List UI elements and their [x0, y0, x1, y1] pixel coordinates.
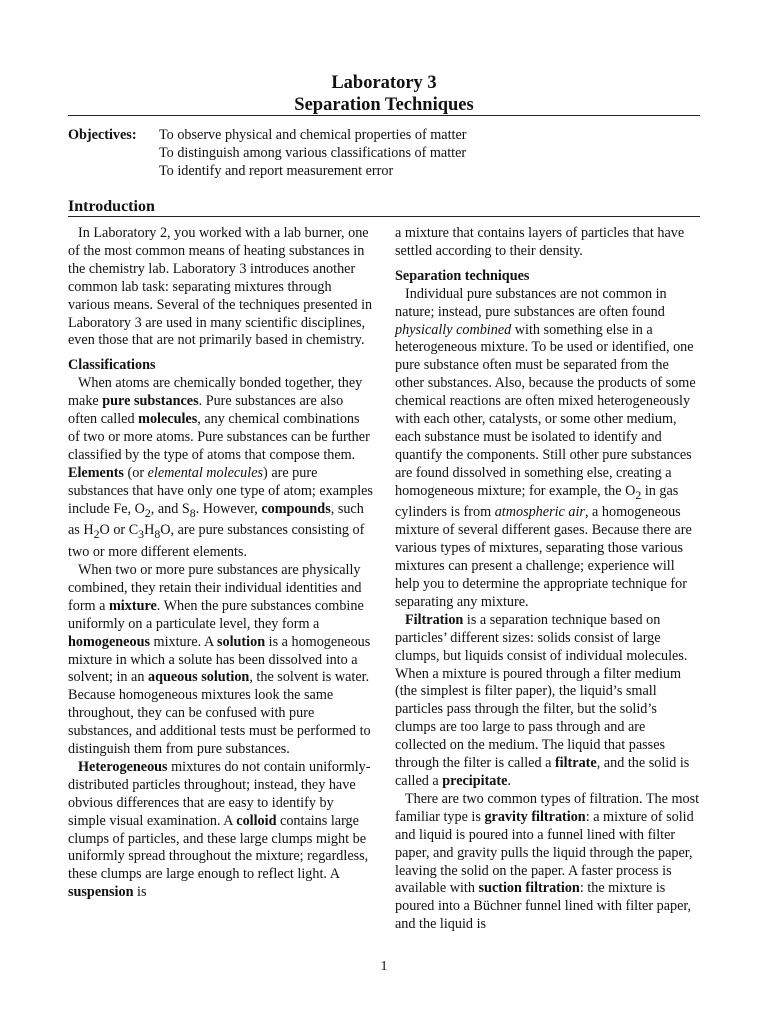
section-heading-introduction: Introduction: [68, 198, 155, 215]
classifications-paragraph-3: Heterogeneous mixtures do not contain uniformly-distributed particles throughout; instead, they have obvious differences that are easy to identify by simple visual examination. A colloid contains large clumps of particles, and these large clumps might be uniformly spread throughout the mixture; regardless, these clumps are large enough to reflect light. A suspension is: [68, 758, 371, 901]
lab-subject-title: Separation Techniques: [294, 95, 474, 115]
page-number: 1: [380, 959, 388, 974]
filtration-types-paragraph: There are two common types of filtration. The most familiar type is gravity filtration: a mixture of solid and liquid is poured into a funnel lined with filter paper, and gravity pulls the liquid through the paper, leaving the solid on the paper. A faster process is available with suction filtration: the mixture is poured into a Büchner funnel lined with filter paper, and the liquid is: [395, 790, 700, 933]
lab-number-title: Laboratory 3: [331, 73, 437, 93]
objective-item: To identify and report measurement error: [159, 163, 394, 179]
separation-techniques-heading: Separation techniques: [395, 267, 530, 284]
section-divider: [68, 216, 700, 217]
objective-item: To observe physical and chemical properties of matter: [159, 127, 467, 143]
separation-paragraph-1: Individual pure substances are not common in nature; instead, pure substances are often found physically combined with something else in a heterogeneous mixture. To be used or identified, one pure substance often must be separated from the other substances. Also, because the products of some chemical reactions are often mixed heterogeneously with each other, catalysts, or some other medium, each substance must be isolated to identify and quantify the components. Still other pure substances are found dissolved in something else, creating a homogeneous mixture; for example, the $O_2$ in gas cylinders is from atmospheric air, a homogeneous mixture of several different gases. Because there are various types of mixtures, separating those various mixtures can present a challenge; experience will help you to determine the appropriate technique for separating any mixture.: [395, 285, 696, 610]
objective-item: To distinguish among various classifications of matter: [159, 145, 467, 161]
classifications-heading: Classifications: [68, 357, 156, 374]
objectives-list: [159, 126, 466, 180]
intro-paragraph: In Laboratory 2, you worked with a lab burner, one of the most common means of heating substances in the chemistry lab. Laboratory 3 introduces another common lab task: separating mixtures through various means. Several of the techniques presented in Laboratory 3 are used in many scientific disciplines, even those that are not primarily based in chemistry.: [68, 225, 373, 349]
continued-paragraph: a mixture that contains layers of particles that have settled according to their density.: [395, 225, 685, 259]
filtration-paragraph: Filtration is a separation technique based on particles’ different sizes: solids consist of large clumps, but liquids consist of individual molecules. When a mixture is poured through a filter medium (the simplest is filter paper), the liquid’s small particles pass through the filter, but the solid’s clumps are too large to pass through and are collected on the medium. The liquid that passes through the filter is called a filtrate, and the solid is called a precipitate.: [395, 611, 690, 790]
title-block: [68, 72, 700, 116]
right-column: [395, 225, 700, 934]
classifications-paragraph-2: When two or more pure substances are physically combined, they retain their individual identities and form a mixture. When the pure substances combine uniformly on a particulate level, they form a homogeneous mixture. A solution is a homogeneous mixture in which a solute has been dissolved into a solvent; in an aqueous solution, the solvent is water. Because homogeneous mixtures look the same throughout, they can be confused with pure substances, and additional tests must be performed to distinguish them from pure substances.: [68, 561, 371, 758]
objectives-label: Objectives:: [68, 127, 137, 143]
classifications-paragraph-1: When atoms are chemically bonded together, they make pure substances. Pure substances are also often called molecules, any chemical combinations of two or more atoms. Pure substances can be further classified by the type of atoms that compose them. Elements (or elemental molecules) are pure substances that have only one type of atom; examples include Fe, $O_2$, and $S_8$. However, compounds, such as $H_2O$ or $C_3H_8O$, are pure substances consisting of two or more different elements.: [68, 375, 373, 561]
title-divider: [68, 115, 700, 116]
left-column: [68, 225, 373, 902]
